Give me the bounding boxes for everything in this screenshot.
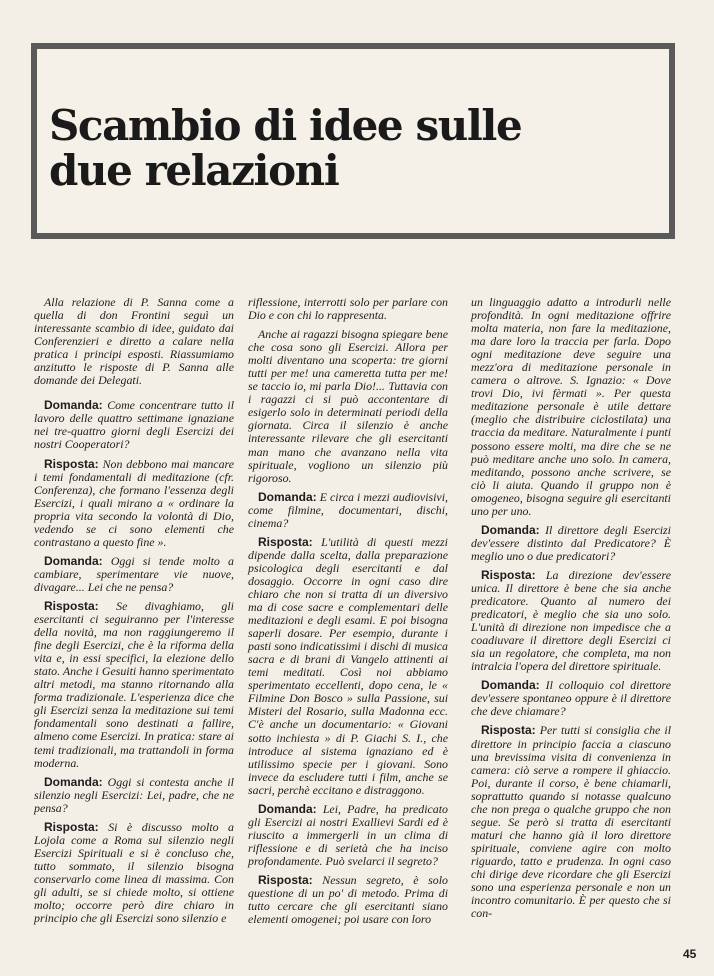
answer-label: Risposta: — [258, 872, 313, 887]
text-column-1 — [34, 296, 234, 931]
paragraph-text: Se divaghiamo, gli esercitanti ci seguiranno per l'interesse della novità, ma non raggiungeremo il fine degli Esercizi, che è la riforma della vita e, in essi specifici, la elezione dello stato. Anche i Gesuiti hanno sperimentato altri metodi, ma stanno ritornando alla forma tradizionale. L'esperienza dice che gli Esercizi senza la meditazione sui temi fondamentali sono destinati a fallire, almeno come Esercizi. In pratica: stare ai temi tradizionali, ma trattandoli in forma moderna. — [34, 598, 234, 770]
text-column-3 — [471, 296, 671, 926]
question-label: Domanda: — [44, 553, 103, 568]
answer-label: Risposta: — [44, 598, 99, 613]
question-label: Domanda: — [258, 801, 317, 816]
qa-paragraph — [248, 491, 448, 530]
title-line-1: Scambio di idee sulle — [49, 101, 522, 150]
paragraph-text: un linguaggio adatto a introdurli nelle profondità. In ogni meditazione offrire molta materia, non fare la meditazione, ma dare loro la traccia per farla. Dopo ogni meditazione deve seguire una mezz'ora di meditazione personale in camera o altrove. S. Ignazio: « Dove trovi Dio, ivi fèrmati ». Per questa meditazione personale è utile dettare (meglio che distribuire ciclostilata) una traccia da meditare. Naturalmente i punti possono essere molti, ma dire che se ne può meditare anche uno solo. In camera, meditando, possono anche scrivere, se ciò li aiuta. Quando il gruppo non è omogeneo, bisogna seguire gli esercitanti uno per uno. — [471, 295, 671, 518]
paragraph-text: riflessione, interrotti solo per parlare con Dio e con chi lo rappresenta. — [248, 295, 448, 323]
answer-label: Risposta: — [481, 723, 536, 738]
qa-paragraph — [34, 776, 234, 815]
article-title — [49, 103, 521, 193]
title-line-2: due relazioni — [49, 146, 339, 195]
paragraph — [471, 296, 671, 518]
answer-label: Risposta: — [44, 456, 99, 471]
paragraph-text: E circa i mezzi audiovisivi, come filmine, documentari, dischi, cinema? — [248, 489, 448, 530]
paragraph — [248, 296, 448, 322]
paragraph-text: Alla relazione di P. Sanna come a quella di don Frontini seguì un interessante scambio di idee, guidato dai Conferenzieri e diretto a calare nella pratica i principi esposti. Riassumiamo anzitutto le risposte di P. Sanna alle domande dei Delegati. — [34, 295, 234, 388]
paragraph-text: Il direttore degli Esercizi dev'essere distinto dal Predicatore? È meglio uno o due predicatori? — [471, 522, 671, 563]
qa-paragraph — [34, 600, 234, 770]
question-label: Domanda: — [44, 398, 103, 413]
answer-label: Risposta: — [44, 819, 99, 834]
paragraph-text: Anche ai ragazzi bisogna spiegare bene che cosa sono gli Esercizi. Allora per molti diventano una scoperta: tre giorni tutti per me! una cameretta tutta per me! se taccio io, mi parla Dio!... Tuttavia con i ragazzi ci si può accontentare di esigerlo solo in determinati periodi della giornata. Circa il silenzio è anche interessante rilevare che gli esercitanti man mano che avanzano nella vita spirituale, vogliono un silenzio più rigoroso. — [248, 327, 448, 485]
paragraph-text: Si è discusso molto a Lojola come a Roma sul silenzio negli Esercizi Spirituali e si è concluso che, tutto sommato, il silenzio bisogna conservarlo come linea di massima. Con gli adulti, se si chiede molto, si ottiene molto; occorre però dire chiaro in principio che gli Esercizi sono silenzio e — [34, 819, 234, 926]
qa-paragraph — [471, 679, 671, 718]
paragraph-text: Il colloquio col direttore dev'essere spontaneo oppure è il direttore che deve chiamare? — [471, 678, 671, 719]
question-label: Domanda: — [481, 678, 540, 693]
question-label: Domanda: — [258, 489, 317, 504]
question-label: Domanda: — [44, 774, 103, 789]
paragraph-text: Non debbono mai mancare i temi fondamentali di meditazione (cfr. Conferenza), che formano l'essenza degli Esercizi, i quali mirano a « ordinare la propria vita secondo la volontà di Dio, vedendo se ci sono elementi che contrastano a questo fine ». — [34, 456, 234, 549]
qa-paragraph — [471, 569, 671, 673]
question-label: Domanda: — [481, 522, 540, 537]
paragraph-text: Oggi si tende molto a cambiare, sperimentare vie nuove, divagare... Lei che ne pensa? — [34, 553, 234, 594]
qa-paragraph — [34, 555, 234, 594]
paragraph-text: Per tutti si consiglia che il direttore in principio faccia a ciascuno una brevissima visita di convenienza in camera: ciò serve a rompere il ghiaccio. Poi, durante il corso, è bene chiamarli, soprattutto quando si notasse qualcuno che non prega o qualche gruppo che non segue. Se però si tratta di esercitanti maturi che hanno già il loro direttore spirituale, conviene agire con molto riguardo, tatto e prudenza. In ogni caso chi dirige deve ricordare che gli Esercizi sono una esperienza personale e non un incontro comunitario. È per questo che si con- — [471, 723, 671, 921]
paragraph-text: Lei, Padre, ha predicato gli Esercizi ai nostri Exallievi Sardi ed è riuscito a immergerli in un clima di riflessione e di serietà che ha inciso profondamente. Può svelarci il segreto? — [248, 801, 448, 868]
paragraph-text: L'utilità di questi mezzi dipende dalla scelta, dalla preparazione psicologica degli esercitanti e dal dosaggio. Occorre in ogni caso dire chiaro che non si tratta di un diversivo ma di cose sacre e complementari delle meditazioni e degli esami. E poi bisogna saperli dosare. Per esempio, durante i pasti sono indicatissimi i dischi di musica sacra e di brani di Vangelo attinenti ai temi meditati. Così noi abbiamo sperimentato eccellenti, dopo cena, le « Filmine Don Bosco » sulla Passione, sui Misteri del Rosario, sulla Madonna ecc. C'è anche un documentario: « Giovani sotto inchiesta » di P. Giachi S. I., che introduce al sistema ignaziano ed è utilissimo specie per i giovani. Sono invece da escludere tutti i film, anche se sacri, perchè eccitano e distraggono. — [248, 534, 448, 797]
qa-paragraph — [34, 399, 234, 451]
qa-paragraph — [34, 821, 234, 925]
qa-paragraph — [34, 458, 234, 549]
page-number: 45 — [683, 947, 697, 961]
answer-label: Risposta: — [481, 567, 536, 582]
paragraph-text: Come concentrare tutto il lavoro delle quattro settimane ignaziane nei tre-quattro giorni degli Esercizi dei nostri Cooperatori? — [34, 398, 234, 452]
paragraph-text: La direzione dev'essere unica. Il direttore è bene che sia anche predicatore. Quanto al numero dei predicatori, è meglio che sia uno solo. L'unità di direzione non impedisce che a coadiuvare il direttore degli Esercizi ci sia un regolatore, che completa, ma non intralcia l'opera del direttore spirituale. — [471, 567, 671, 674]
qa-paragraph — [248, 803, 448, 868]
paragraph-text: Nessun segreto, è solo questione di un po' di metodo. Prima di tutto cercare che gli esercitanti siano elementi omogenei; poi usare con loro — [248, 872, 448, 927]
answer-label: Risposta: — [258, 534, 313, 549]
qa-paragraph — [248, 536, 448, 797]
paragraph — [34, 296, 234, 387]
qa-paragraph — [471, 724, 671, 920]
paragraph — [248, 328, 448, 485]
qa-paragraph — [471, 524, 671, 563]
text-column-2 — [248, 296, 448, 932]
title-box — [31, 43, 675, 239]
paragraph-text: Oggi si contesta anche il silenzio negli Esercizi: Lei, padre, che ne pensa? — [34, 774, 234, 815]
qa-paragraph — [248, 874, 448, 926]
